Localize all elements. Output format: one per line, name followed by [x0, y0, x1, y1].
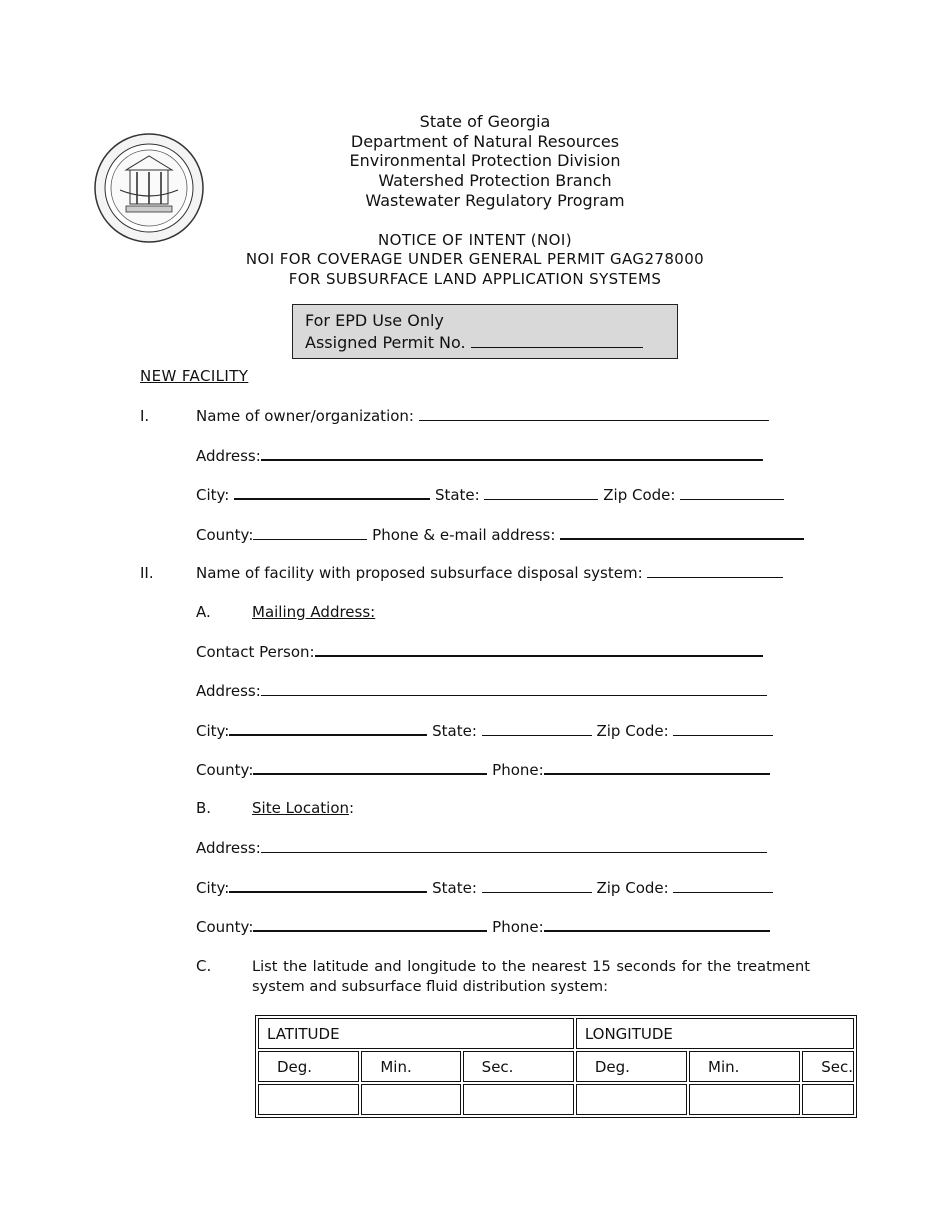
section-2-numeral: II. — [140, 564, 154, 582]
owner-city-label: City: — [196, 486, 230, 504]
form-title-line1: NOTICE OF INTENT (NOI) — [378, 231, 572, 249]
form-title-line3: FOR SUBSURFACE LAND APPLICATION SYSTEMS — [288, 270, 662, 288]
mailing-state-field[interactable] — [482, 722, 592, 736]
coords-instructions-line1: List the latitude and longitude to the nearest 15 seconds for the treatment — [252, 958, 810, 975]
coords-instructions-line2: system and subsurface fluid distribution system: — [252, 978, 609, 995]
site-location-colon: : — [349, 799, 355, 817]
lon-min-header: Min. — [689, 1051, 800, 1082]
lat-min-cell[interactable] — [361, 1084, 460, 1115]
owner-county-field[interactable] — [253, 526, 367, 540]
header-branch: Watershed Protection Branch — [378, 171, 612, 190]
header-state: State of Georgia — [419, 112, 551, 131]
header-department: Department of Natural Resources — [350, 132, 620, 151]
facility-name-field[interactable] — [647, 564, 783, 578]
lat-sec-header: Sec. — [463, 1051, 574, 1082]
site-location-heading: Site Location — [252, 799, 350, 817]
lon-deg-header: Deg. — [576, 1051, 687, 1082]
site-zip-field[interactable] — [673, 879, 773, 893]
mailing-zip-field[interactable] — [673, 722, 773, 736]
assigned-permit-label: Assigned Permit No. — [305, 333, 466, 352]
owner-zip-label: Zip Code: — [603, 486, 676, 504]
mailing-city-field[interactable] — [229, 721, 427, 736]
owner-phone-email-field[interactable] — [560, 525, 804, 540]
coords-letter: C. — [196, 957, 212, 975]
table-header-row — [258, 1018, 854, 1049]
lat-min-header: Min. — [361, 1051, 460, 1082]
owner-address-field[interactable] — [261, 446, 763, 461]
mailing-address-label: Address: — [196, 682, 261, 700]
owner-address-label: Address: — [196, 447, 261, 465]
site-phone-field[interactable] — [544, 917, 770, 932]
mailing-address-heading: Mailing Address: — [252, 603, 376, 621]
mailing-phone-label: Phone: — [492, 761, 544, 779]
lat-deg-header: Deg. — [258, 1051, 359, 1082]
site-county-field[interactable] — [253, 917, 487, 932]
mailing-county-field[interactable] — [253, 760, 487, 775]
site-zip-label: Zip Code: — [596, 879, 669, 897]
owner-county-label: County: — [196, 526, 254, 544]
site-state-field[interactable] — [482, 879, 592, 893]
site-city-label: City: — [196, 879, 230, 897]
facility-name-label: Name of facility with proposed subsurface disposal system: — [196, 564, 643, 582]
site-state-label: State: — [432, 879, 477, 897]
owner-city-field[interactable] — [234, 485, 430, 500]
site-county-label: County: — [196, 918, 254, 936]
contact-person-field[interactable] — [315, 642, 763, 657]
owner-zip-field[interactable] — [680, 486, 784, 500]
owner-state-field[interactable] — [484, 486, 598, 500]
contact-person-label: Contact Person: — [196, 643, 315, 661]
mailing-phone-field[interactable] — [544, 760, 770, 775]
owner-field[interactable] — [419, 407, 769, 421]
lon-sec-cell[interactable] — [802, 1084, 854, 1115]
table-subheader-row — [258, 1051, 854, 1082]
header-division: Environmental Protection Division — [349, 151, 621, 170]
header-program: Wastewater Regulatory Program — [365, 191, 625, 210]
section-1-numeral: I. — [140, 407, 150, 425]
form-title-line2: NOI FOR COVERAGE UNDER GENERAL PERMIT GAG278000 — [245, 250, 705, 268]
site-city-field[interactable] — [229, 878, 427, 893]
longitude-header: LONGITUDE — [576, 1018, 854, 1049]
lon-min-cell[interactable] — [689, 1084, 800, 1115]
site-letter: B. — [196, 799, 212, 817]
new-facility-heading: NEW FACILITY — [140, 367, 249, 385]
coordinates-table — [255, 1015, 857, 1118]
mailing-letter: A. — [196, 603, 211, 621]
mailing-county-label: County: — [196, 761, 254, 779]
table-row — [258, 1084, 854, 1115]
mailing-state-label: State: — [432, 722, 477, 740]
epd-use-only-label: For EPD Use Only — [305, 311, 444, 330]
mailing-address-field[interactable] — [261, 682, 767, 696]
site-phone-label: Phone: — [492, 918, 544, 936]
owner-phone-email-label: Phone & e-mail address: — [372, 526, 556, 544]
epd-use-only-box — [292, 304, 678, 359]
site-address-label: Address: — [196, 839, 261, 857]
site-address-field[interactable] — [261, 839, 767, 853]
mailing-zip-label: Zip Code: — [596, 722, 669, 740]
assigned-permit-field[interactable] — [471, 334, 643, 348]
lon-deg-cell[interactable] — [576, 1084, 687, 1115]
owner-label: Name of owner/organization: — [196, 407, 414, 425]
lon-sec-header: Sec. — [802, 1051, 854, 1082]
georgia-state-seal-icon — [90, 132, 208, 244]
latitude-header: LATITUDE — [258, 1018, 574, 1049]
lat-sec-cell[interactable] — [463, 1084, 574, 1115]
lat-deg-cell[interactable] — [258, 1084, 359, 1115]
mailing-city-label: City: — [196, 722, 230, 740]
owner-state-label: State: — [434, 486, 480, 504]
